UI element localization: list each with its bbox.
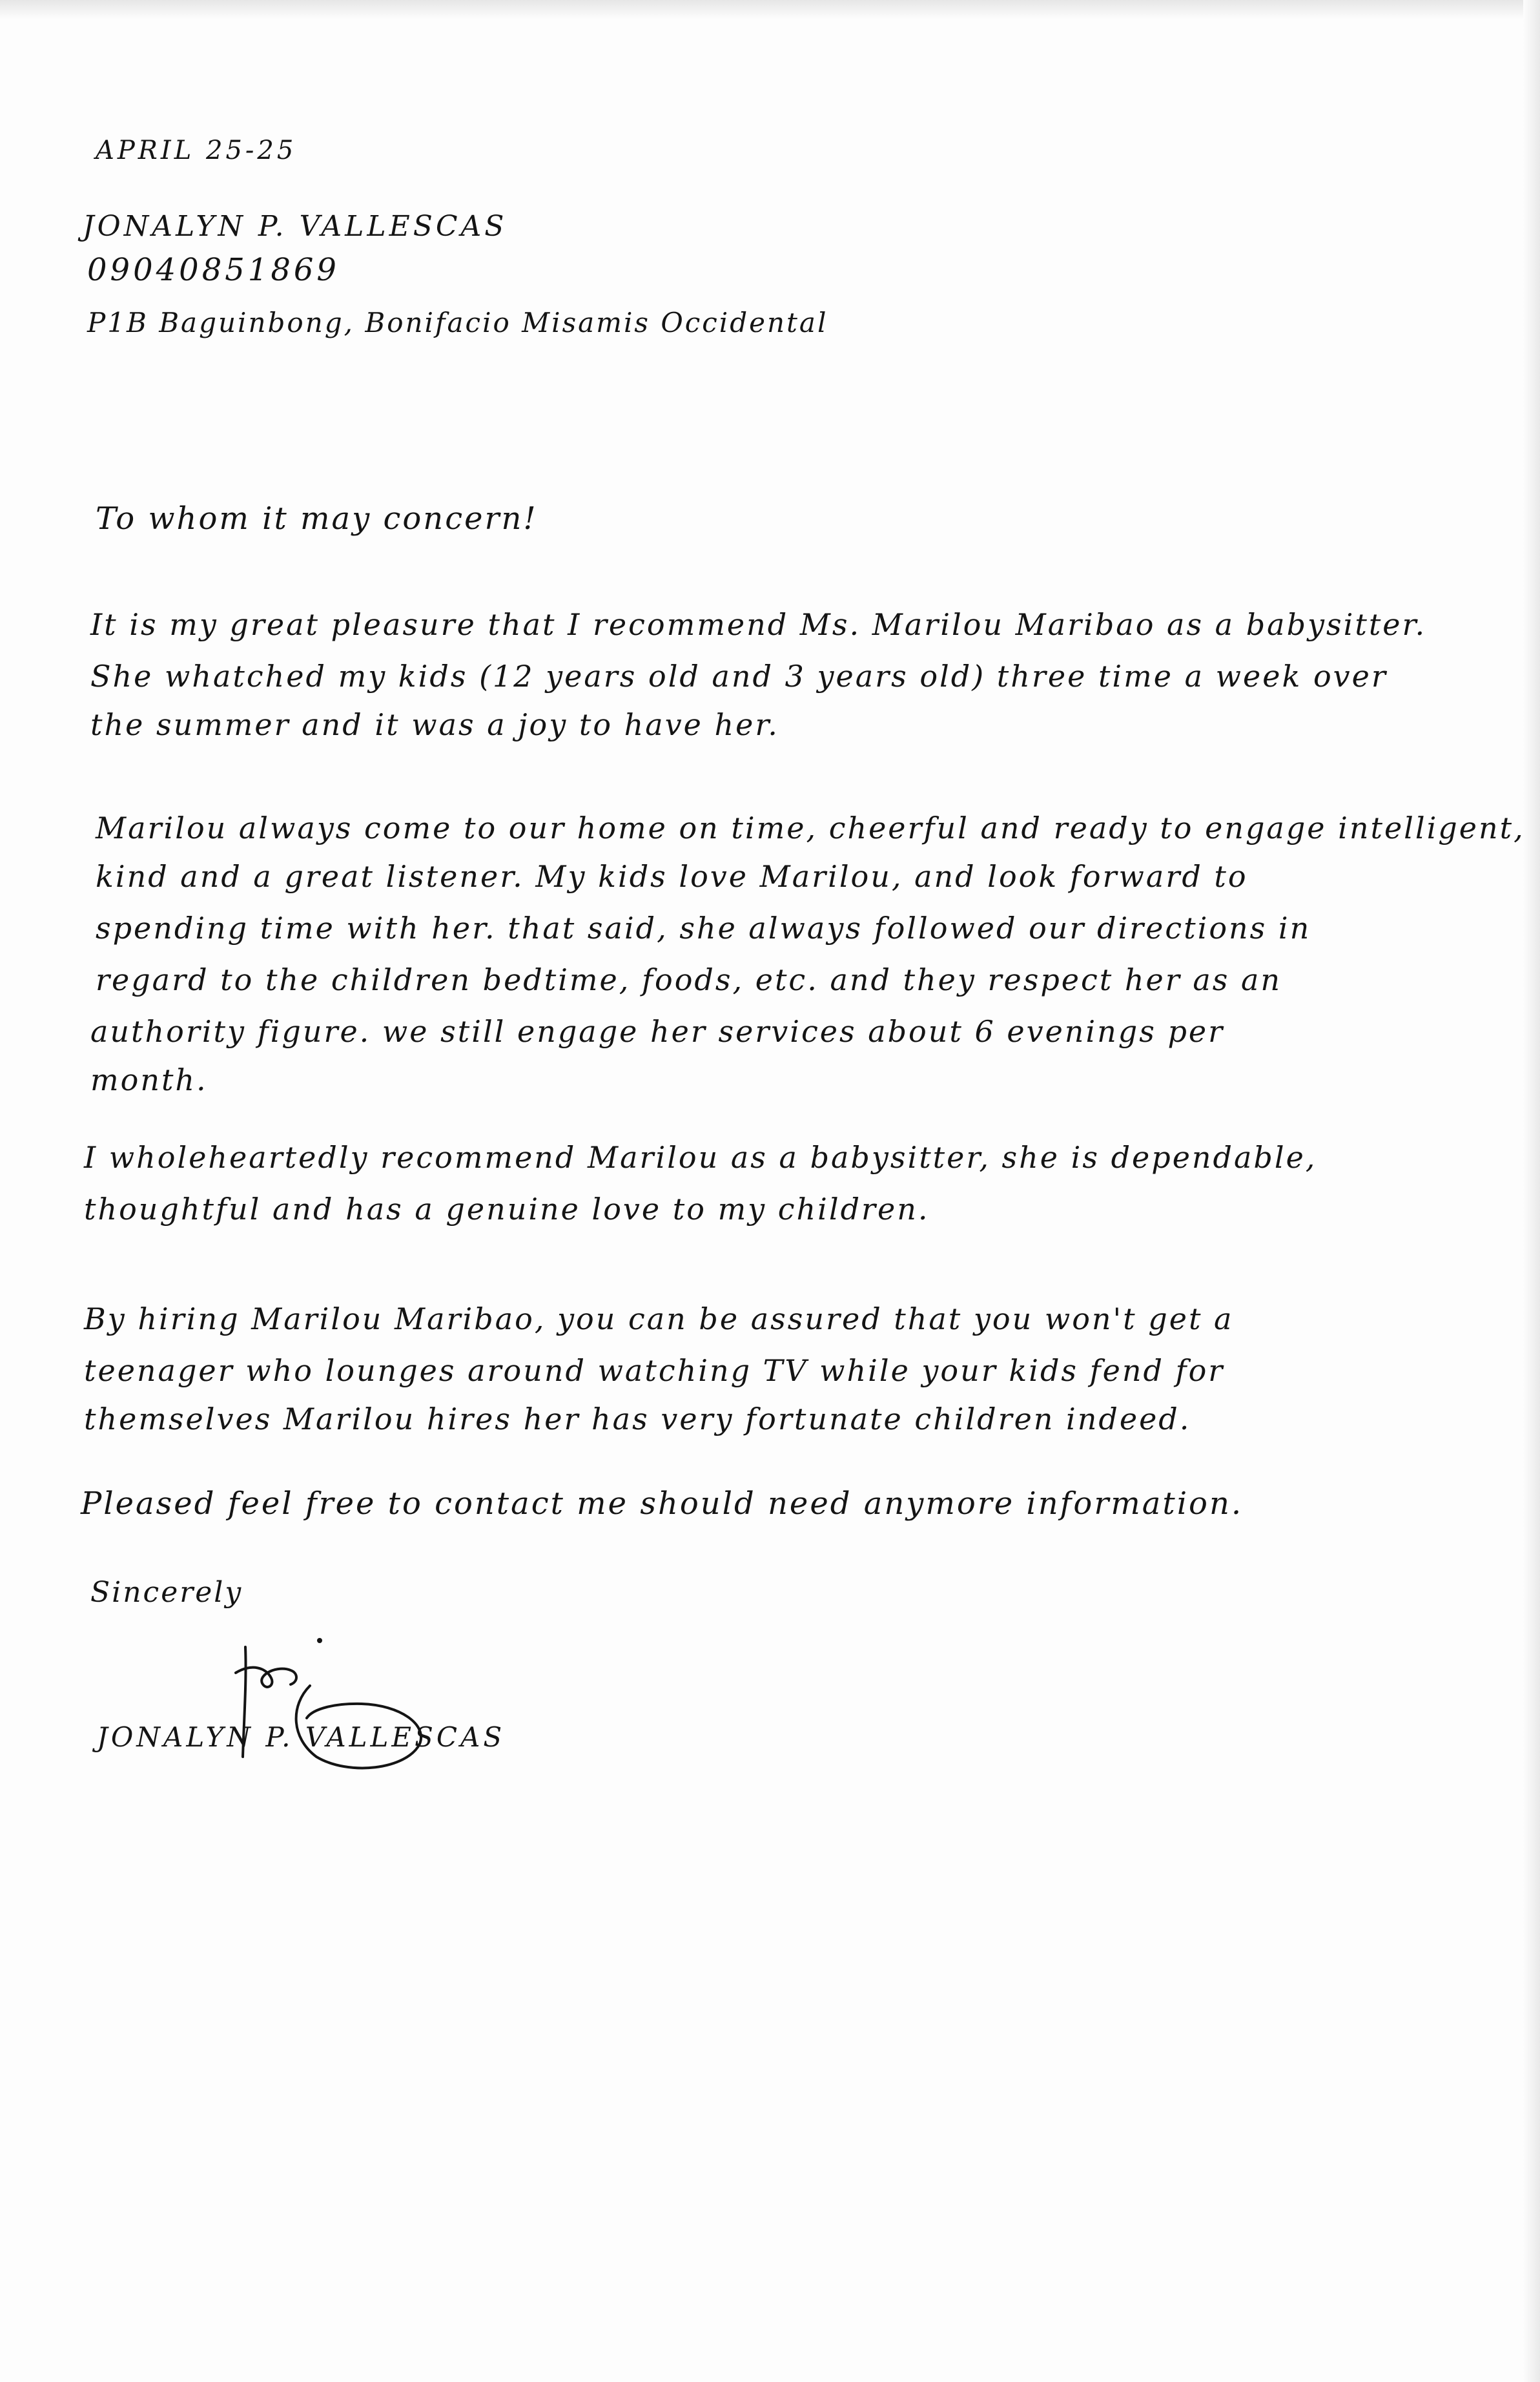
paragraph-1-line: She whatched my kids (12 years old and 3 years old) three time a week over (90, 659, 1388, 694)
paragraph-3-line: I wholeheartedly recommend Marilou as a babysitter, she is dependable, (84, 1140, 1317, 1175)
sender-name: JONALYN P. VALLESCAS (83, 210, 508, 243)
signature-printed-name: JONALYN P. VALLESCAS (97, 1721, 506, 1753)
scan-edge-right (1523, 0, 1540, 2382)
paragraph-2-line: spending time with her. that said, she always followed our directions in (96, 911, 1311, 946)
salutation: To whom it may concern! (96, 501, 538, 537)
paragraph-2-line: regard to the children bedtime, foods, etc. and they respect her as an (96, 962, 1282, 997)
paragraph-3-line: thoughtful and has a genuine love to my children. (84, 1192, 930, 1227)
paragraph-4-line: By hiring Marilou Maribao, you can be assured that you won't get a (84, 1301, 1234, 1336)
paragraph-5-line: Pleased feel free to contact me should need anymore information. (81, 1486, 1244, 1522)
paragraph-2-line: month. (90, 1062, 208, 1097)
paragraph-4-line: themselves Marilou hires her has very fortunate children indeed. (84, 1402, 1191, 1436)
paragraph-1-line: the summer and it was a joy to have her. (90, 707, 779, 742)
sender-address: P1B Baguinbong, Bonifacio Misamis Occidental (87, 307, 828, 338)
scan-edge-top (0, 0, 1540, 19)
paragraph-2-line: kind and a great listener. My kids love Marilou, and look forward to (96, 859, 1248, 894)
paragraph-4-line: teenager who lounges around watching TV while your kids fend for (84, 1353, 1225, 1388)
sender-phone: 09040851869 (87, 252, 340, 288)
closing: Sincerely (90, 1576, 243, 1609)
paragraph-2-line: authority figure. we still engage her services about 6 evenings per (90, 1014, 1225, 1049)
letter-date: APRIL 25-25 (96, 136, 297, 165)
paragraph-1-line: It is my great pleasure that I recommend Ms. Marilou Maribao as a babysitter. (90, 607, 1427, 642)
handwritten-signature (97, 1628, 484, 1796)
paragraph-2-line: Marilou always come to our home on time, cheerful and ready to engage intelligent, (96, 811, 1525, 845)
